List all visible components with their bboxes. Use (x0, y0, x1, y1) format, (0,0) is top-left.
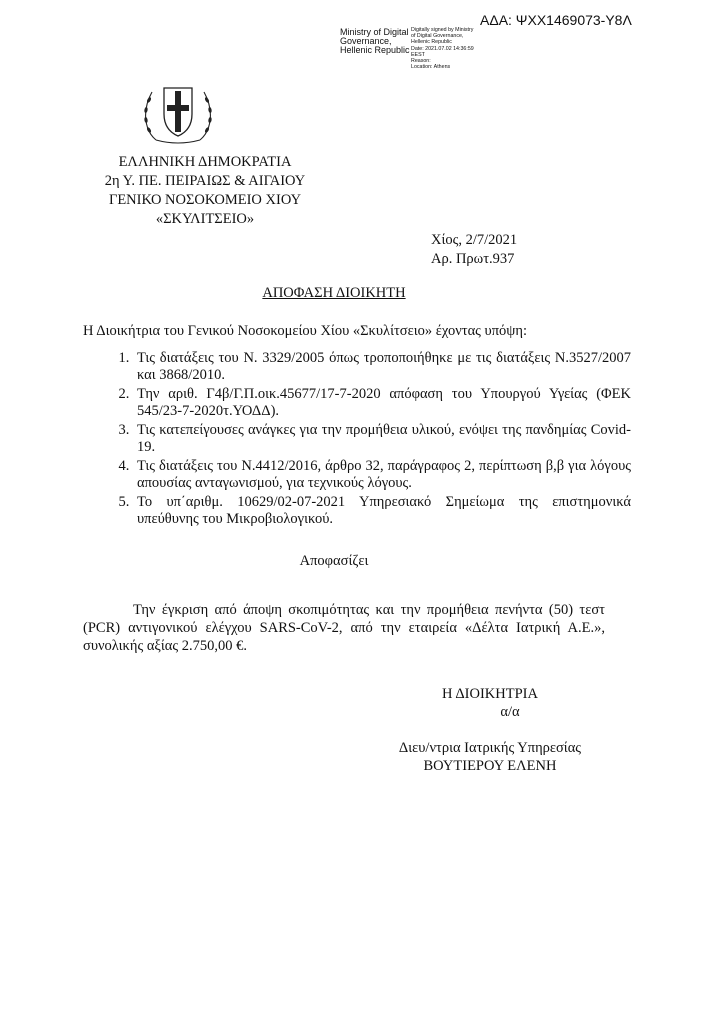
signature-detail-line: Date: 2021.07.02 14:36:59 (411, 45, 474, 52)
place-date: Χίος, 2/7/2021 (431, 232, 518, 248)
issuing-authority-header (70, 153, 340, 229)
digital-signature-details (411, 27, 474, 70)
signature-block (390, 685, 590, 775)
signature-detail-line: Location: Athens (411, 64, 451, 71)
list-item: 5. Το υπ΄αριθμ. 10629/02-07-2021 Υπηρεσιακό Σημείωμα της επιστημονικά υπεύθυνης του Μικροβιολογικού. (133, 494, 631, 528)
header-country: ΕΛΛΗΝΙΚΗ ΔΗΜΟΚΡΑΤΙΑ (118, 154, 292, 170)
header-hospital-name: «ΣΚΥΛΙΤΣΕΙΟ» (155, 211, 255, 227)
list-item: 4. Τις διατάξεις του Ν.4412/2016, άρθρο 32, παράγραφος 2, περίπτωση β,β για λόγους απουσίας ανταγωνισμού, για τεχνικούς λόγους. (133, 458, 631, 492)
list-item: 1. Τις διατάξεις του Ν. 3329/2005 όπως τροποποιήθηκε με τις διατάξεις Ν.3527/2007 και 3868/2010. (133, 350, 631, 384)
decision-text: Την έγκριση από άποψη σκοπιμότητας και την προμήθεια πενήντα (50) τεστ (PCR) αντιγονικού ελέγχου SARS-CoV-2, από την εταιρεία «Δέλτα Ιατρική Α.Ε.», συνολικής αξίας 2.750,00 €. (83, 602, 605, 654)
decides-heading: Αποφασίζει (299, 553, 369, 569)
protocol-number: Αρ. Πρωτ.937 (431, 251, 515, 267)
signer-name: ΒΟΥΤΙΕΡΟΥ ΕΛΕΝΗ (423, 758, 557, 774)
signature-issuer-line: Ministry of Digital (340, 27, 409, 37)
signature-detail-line: Hellenic Republic (411, 39, 452, 46)
list-item: 2. Την αριθ. Γ4β/Γ.Π.οικ.45677/17-7-2020 απόφαση του Υπουργού Υγείας (ΦΕΚ 545/23-7-2020τ.ΥΟΔΔ). (133, 386, 631, 420)
signer-role: Η ΔΙΟΙΚΗΤΡΙΑ (442, 686, 538, 702)
signer-aa: α/α (500, 704, 520, 720)
signature-detail-line: Digitally signed by Ministry (411, 27, 474, 33)
header-health-region: 2η Υ. ΠΕ. ΠΕΙΡΑΙΩΣ & ΑΙΓΑΙΟΥ (104, 173, 306, 189)
ada-code: ΑΔΑ: ΨΧΧ1469073-Υ8Λ (480, 12, 632, 28)
document-title (0, 285, 668, 302)
signature-issuer-line: Hellenic Republic (340, 45, 410, 55)
hellenic-republic-emblem-icon (140, 80, 216, 146)
signer-position: Διευ/ντρια Ιατρικής Υπηρεσίας (398, 740, 582, 756)
date-block (431, 231, 517, 269)
considerations-list (107, 350, 631, 530)
document-title-text: ΑΠΟΦΑΣΗ ΔΙΟΙΚΗΤΗ (262, 285, 406, 301)
signature-detail-line: EEST (411, 51, 425, 58)
header-hospital: ΓΕΝΙΚΟ ΝΟΣΟΚΟΜΕΙΟ ΧΙΟΥ (108, 192, 302, 208)
signature-issuer-line: Governance, (340, 36, 392, 46)
intro-text: Η Διοικήτρια του Γενικού Νοσοκομείου Χίου «Σκυλίτσειο» έχοντας υπόψη: (83, 323, 527, 339)
signature-detail-line: of Digital Governance, (411, 33, 464, 40)
list-item: 3. Τις κατεπείγουσες ανάγκες για την προμήθεια υλικού, ενόψει της πανδημίας Covid-19. (133, 422, 631, 456)
signature-detail-line: Reason: (411, 58, 431, 65)
digital-signature-issuer (340, 28, 410, 55)
